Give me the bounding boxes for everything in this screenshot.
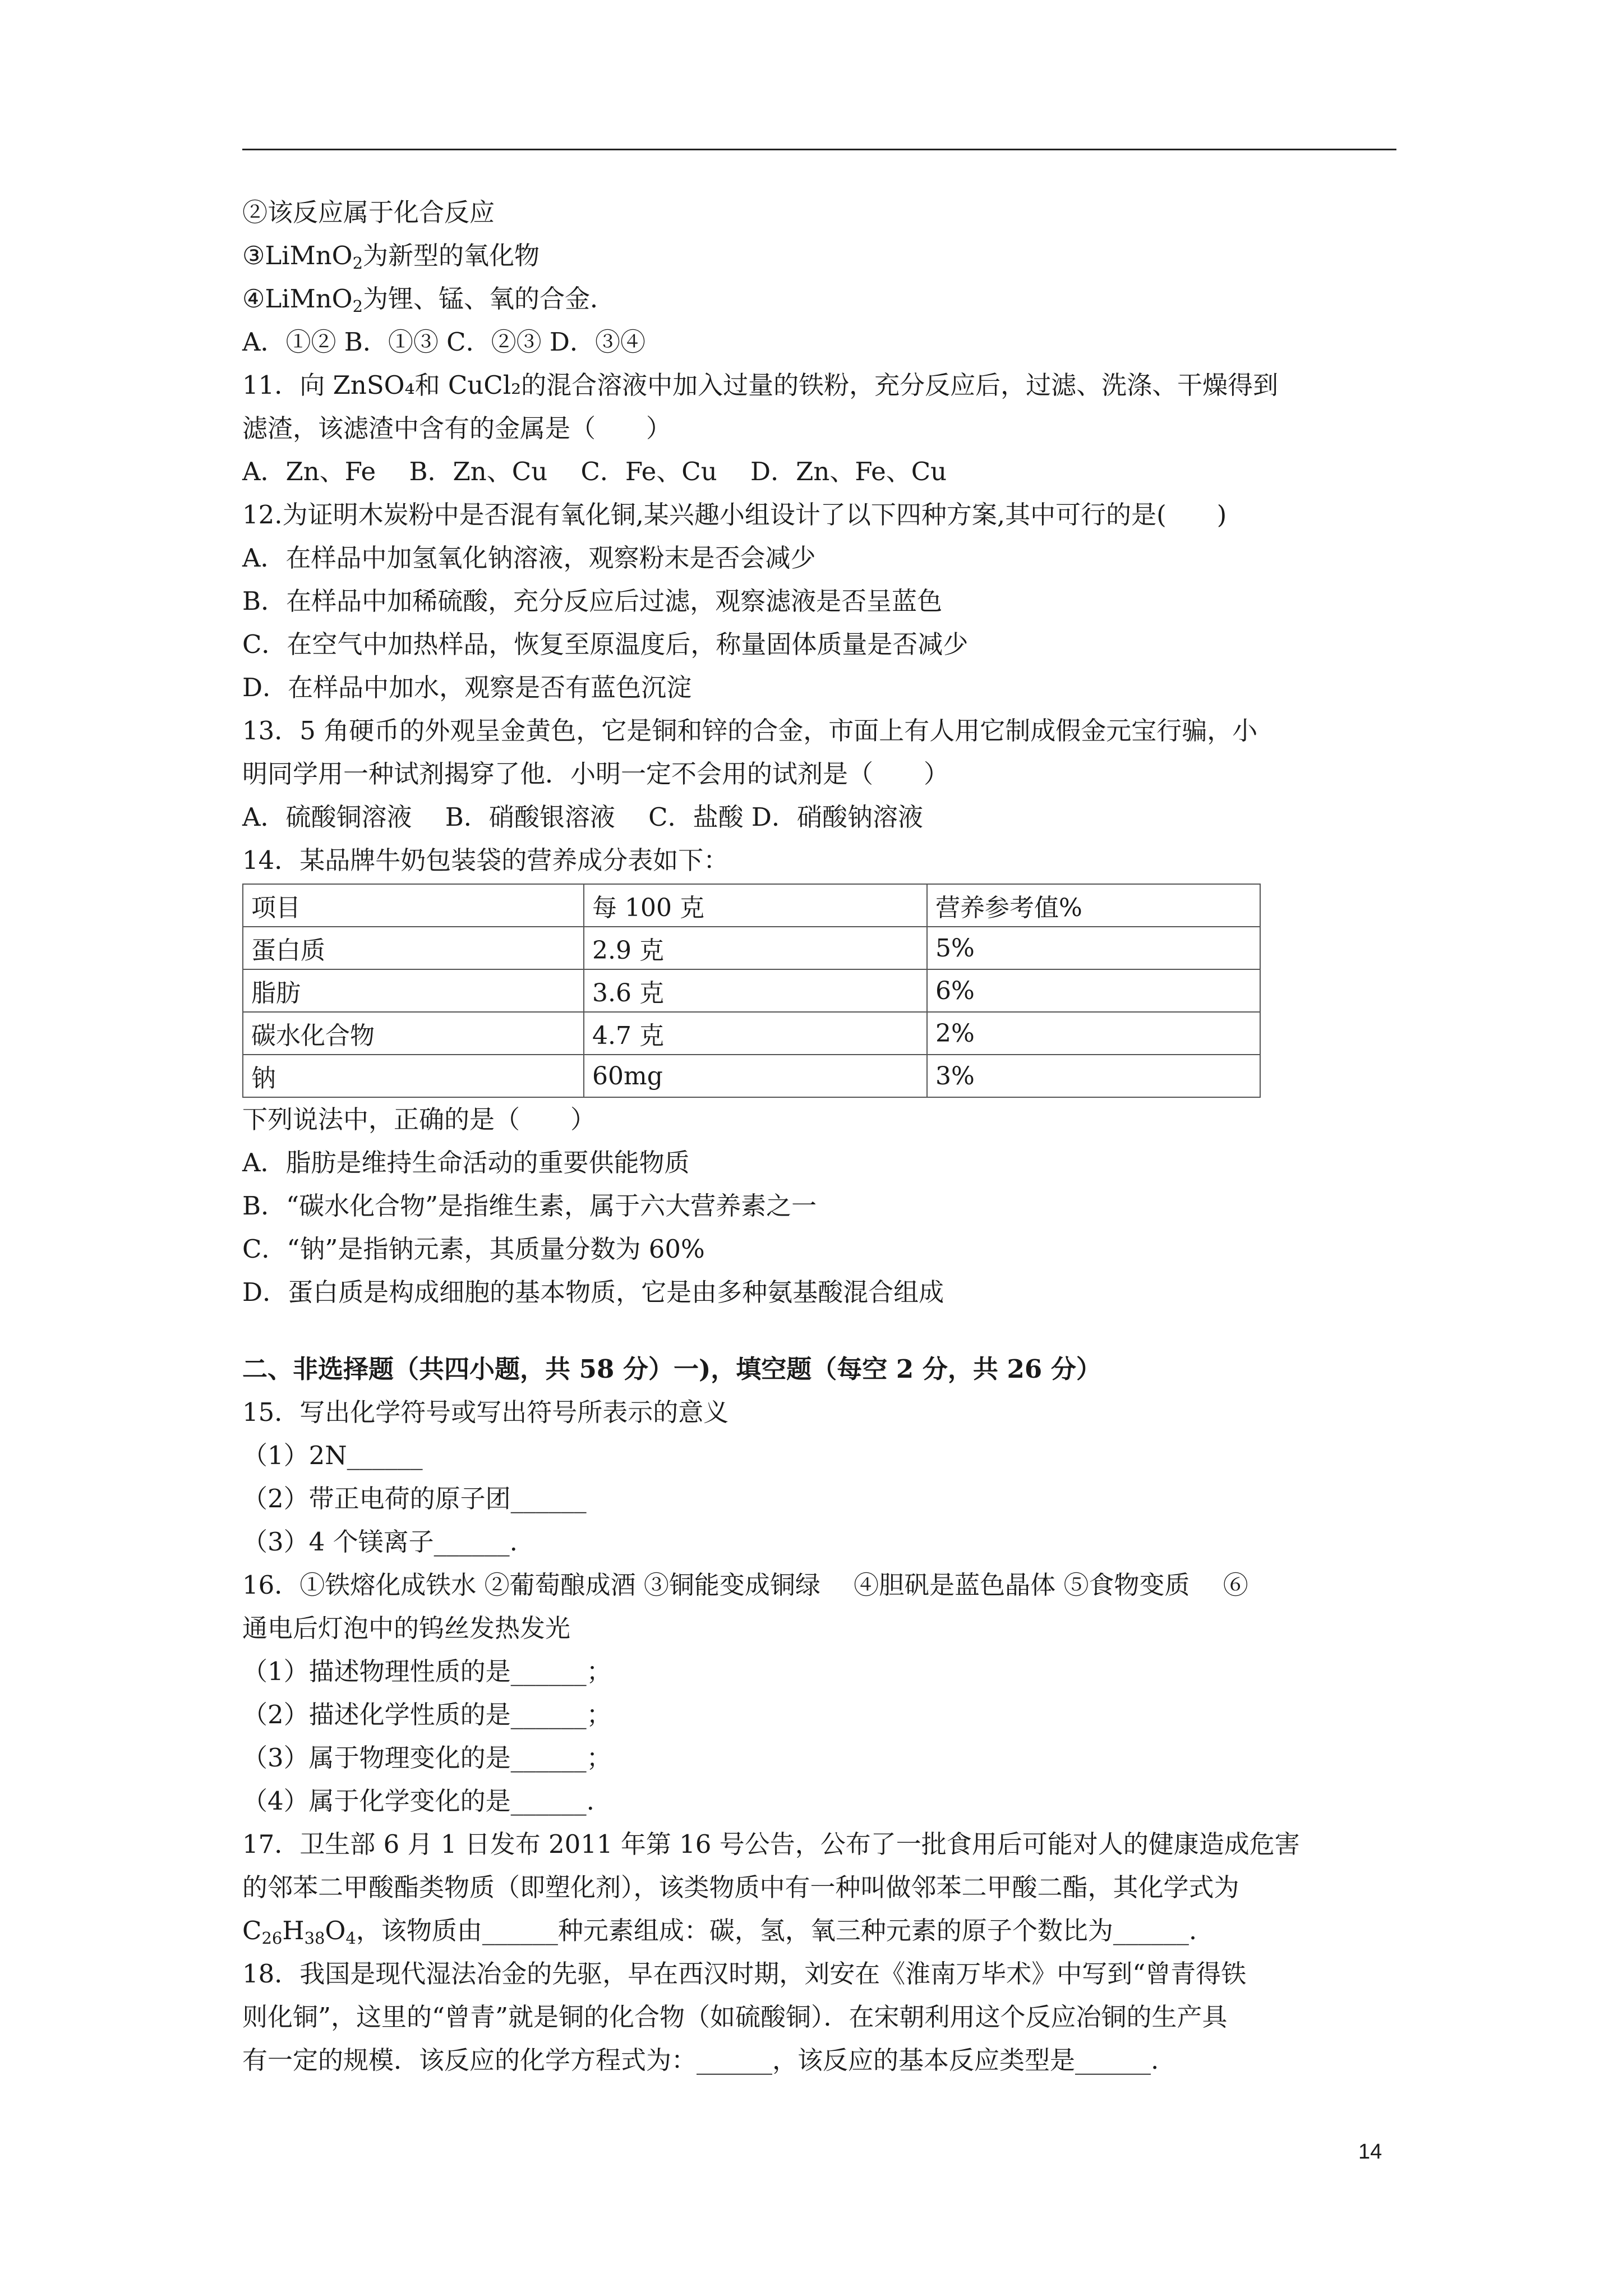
q10-option-3: ③LiMnO$_2$为新型的氧化物 <box>242 241 540 273</box>
q18-stem-1: 18．我国是现代湿法冶金的先驱，早在西汉时期，刘安在《淮南万毕术》中写到“曾青得铁 <box>242 1959 1247 1989</box>
table-row <box>243 927 1260 969</box>
q15-part-1: （1）2N______ <box>242 1441 423 1470</box>
q16-part-3: （3）属于物理变化的是______； <box>242 1743 612 1773</box>
q18-stem-2: 则化铜”，这里的“曾青”就是铜的化合物（如硫酸铜）．在宋朝利用这个反应冶铜的生产具 <box>242 2002 1228 2032</box>
table-header-cell: 营养参考值% <box>927 884 1260 927</box>
table-cell: 钠 <box>243 1055 584 1097</box>
q14-option-a: A．脂肪是维持生命活动的重要供能物质 <box>242 1148 690 1177</box>
q12-option-c: C．在空气中加热样品，恢复至原温度后，称量固体质量是否减少 <box>242 629 969 659</box>
q11-choices: A．Zn、Fe B．Zn、Cu C．Fe、Cu D．Zn、Fe、Cu <box>242 457 947 486</box>
q15-stem: 15．写出化学符号或写出符号所表示的意义 <box>242 1397 729 1427</box>
table-cell: 5% <box>927 927 1260 969</box>
table-header-cell: 项目 <box>243 884 584 927</box>
q12-stem: 12.为证明木炭粉中是否混有氧化铜,某兴趣小组设计了以下四种方案,其中可行的是( ) <box>242 500 1227 530</box>
nutrition-table <box>242 884 1261 1098</box>
q16-part-2: （2）描述化学性质的是______； <box>242 1700 612 1729</box>
q16-part-4: （4）属于化学变化的是______. <box>242 1786 594 1816</box>
q14-question: 下列说法中，正确的是（ ） <box>242 1105 596 1134</box>
page-number: 14 <box>1358 2140 1382 2164</box>
q14-option-c: C．“钠”是指钠元素，其质量分数为 60% <box>242 1234 705 1264</box>
q14-option-b: B．“碳水化合物”是指维生素，属于六大营养素之一 <box>242 1191 817 1221</box>
q16-stem-1: 16．①铁熔化成铁水 ②葡萄酿成酒 ③铜能变成铜绿 ④胆矾是蓝色晶体 ⑤食物变质 ⑥ <box>242 1570 1248 1600</box>
q15-part-3: （3）4 个镁离子______. <box>242 1527 518 1557</box>
q10-option-2: ②该反应属于化合反应 <box>242 197 495 227</box>
q17-formula-line: $C_{26}H_{38}O_4$，该物质由______种元素组成：碳，氢，氧三种元素的原子个数比为______. <box>242 1916 1197 1948</box>
section-gap <box>242 1314 1398 1347</box>
table-cell: 2.9 克 <box>584 927 927 969</box>
table-row <box>243 1055 1260 1097</box>
q10-choices: A．①② B．①③ C．②③ D．③④ <box>242 327 645 357</box>
q18-stem-3: 有一定的规模．该反应的化学方程式为：______，该反应的基本反应类型是______. <box>242 2045 1159 2075</box>
q13-stem-1: 13．5 角硬币的外观呈金黄色，它是铜和锌的合金，市面上有人用它制成假金元宝行骗，小 <box>242 716 1258 746</box>
document-body <box>242 191 1398 2082</box>
table-cell: 4.7 克 <box>584 1012 927 1055</box>
q14-option-d: D．蛋白质是构成细胞的基本物质，它是由多种氨基酸混合组成 <box>242 1277 944 1307</box>
q12-option-d: D．在样品中加水，观察是否有蓝色沉淀 <box>242 673 692 702</box>
q15-part-2: （2）带正电荷的原子团______ <box>242 1484 587 1513</box>
q17-stem-2: 的邻苯二甲酸酯类物质（即塑化剂），该类物质中有一种叫做邻苯二甲酸二酯，其化学式为 <box>242 1872 1239 1902</box>
q11-stem-2: 滤渣，该滤渣中含有的金属是（ ） <box>242 413 672 443</box>
table-cell: 脂肪 <box>243 969 584 1012</box>
q16-stem-2: 通电后灯泡中的钨丝发热发光 <box>242 1613 571 1643</box>
q13-choices: A．硫酸铜溶液 B．硝酸银溶液 C．盐酸 D．硝酸钠溶液 <box>242 802 923 832</box>
table-cell: 3.6 克 <box>584 969 927 1012</box>
q12-option-b: B．在样品中加稀硫酸，充分反应后过滤，观察滤液是否呈蓝色 <box>242 586 943 616</box>
q11-stem-1: 11．向 ZnSO₄和 CuCl₂的混合溶液中加入过量的铁粉，充分反应后，过滤、洗涤、干燥得到 <box>242 370 1279 400</box>
table-header-row <box>243 884 1260 927</box>
q10-option-4: ④LiMnO$_2$为锂、锰、氧的合金． <box>242 284 616 316</box>
section-title: 二、非选择题（共四小题，共 58 分）一)，填空题（每空 2 分，共 26 分） <box>242 1354 1101 1384</box>
table-cell: 6% <box>927 969 1260 1012</box>
table-cell: 碳水化合物 <box>243 1012 584 1055</box>
q14-stem: 14．某品牌牛奶包装袋的营养成分表如下： <box>242 845 729 875</box>
table-cell: 60mg <box>584 1055 927 1097</box>
table-cell: 蛋白质 <box>243 927 584 969</box>
table-cell: 2% <box>927 1012 1260 1055</box>
q12-option-a: A．在样品中加氢氧化钠溶液，观察粉末是否会减少 <box>242 543 816 573</box>
table-cell: 3% <box>927 1055 1260 1097</box>
header-rule <box>242 149 1396 150</box>
table-row <box>243 1012 1260 1055</box>
table-header-cell: 每 100 克 <box>584 884 927 927</box>
q16-part-1: （1）描述物理性质的是______； <box>242 1657 612 1686</box>
table-row <box>243 969 1260 1012</box>
q13-stem-2: 明同学用一种试剂揭穿了他．小明一定不会用的试剂是（ ） <box>242 759 949 789</box>
q17-stem-1: 17．卫生部 6 月 1 日发布 2011 年第 16 号公告，公布了一批食用后可能对人的健康造成危害 <box>242 1829 1300 1859</box>
